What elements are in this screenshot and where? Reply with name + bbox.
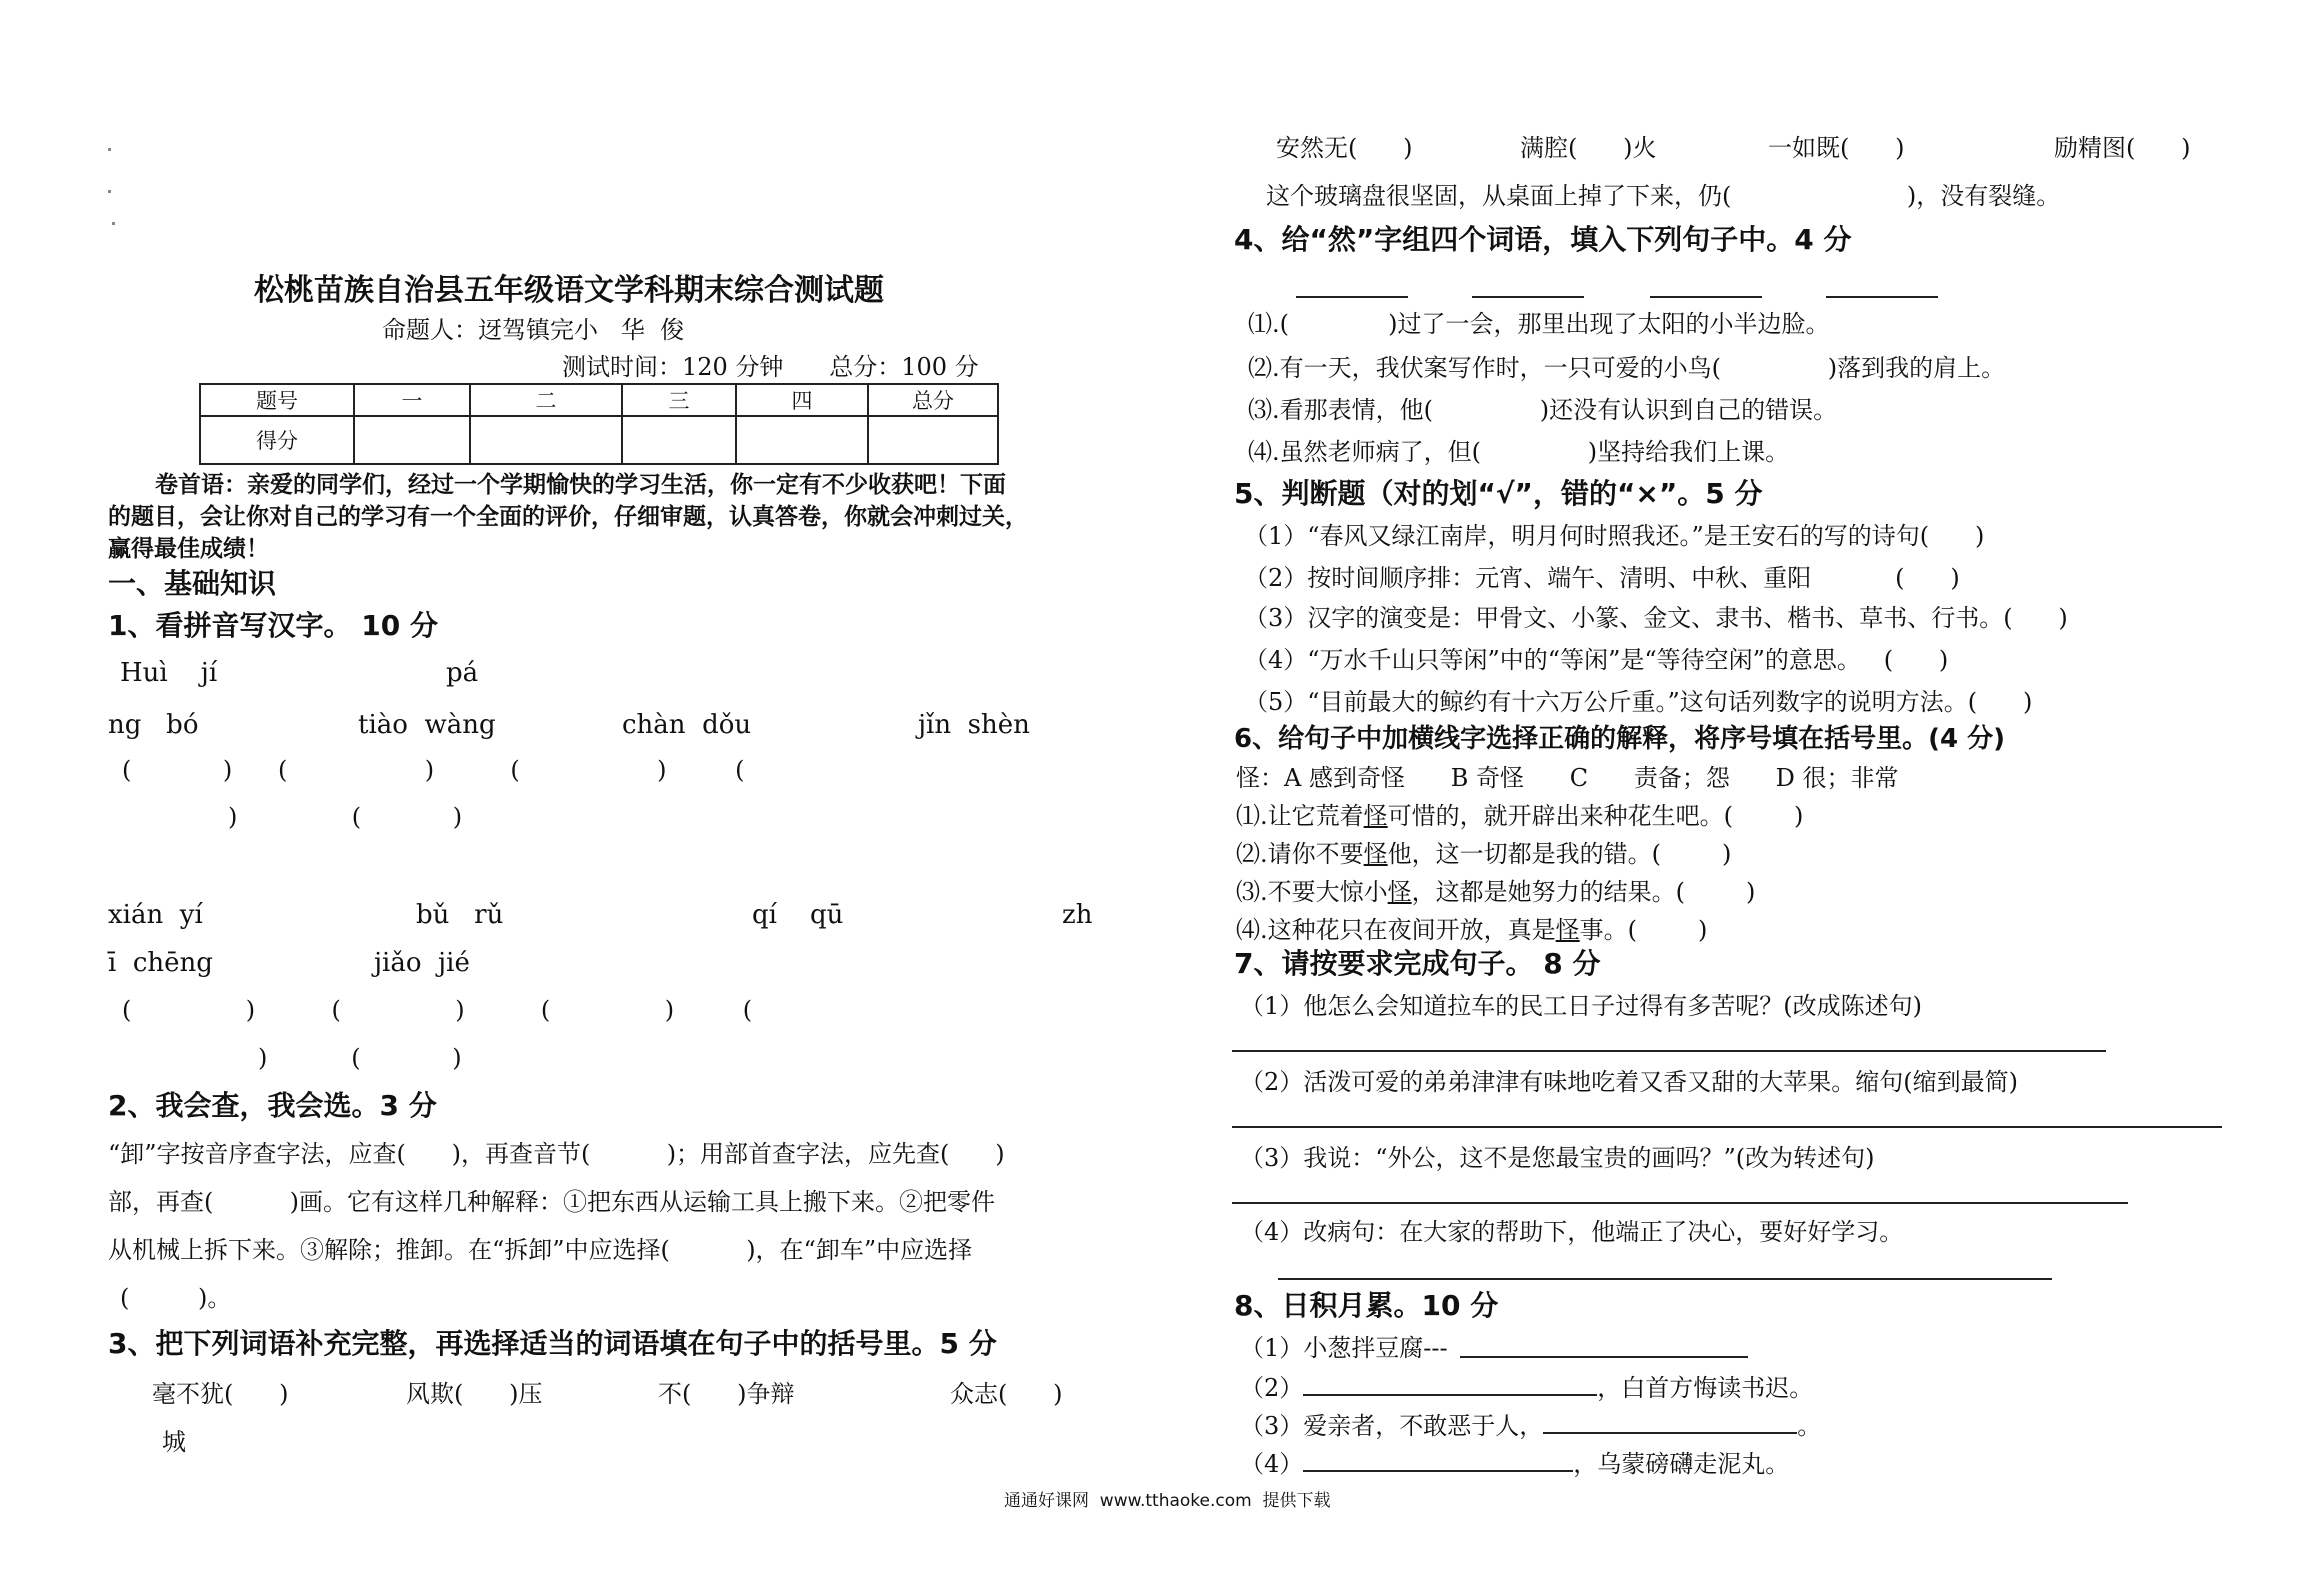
section-heading: 一、基础知识 bbox=[108, 567, 277, 600]
q5-item: （4）“万水千山只等闲”中的“等闲”是“等待空闲”的意思。 ( ) bbox=[1244, 646, 1949, 674]
score-header: 二 bbox=[470, 384, 622, 416]
q6-text: ⑷.这种花只在夜间开放，真是 bbox=[1236, 916, 1556, 944]
answer-brackets[interactable]: ) ( ) bbox=[228, 803, 463, 831]
word-blank-line[interactable] bbox=[1472, 296, 1584, 298]
q6-item bbox=[1236, 842, 1731, 866]
fill-blank[interactable] bbox=[1303, 1450, 1573, 1472]
q4-sentence: ⑵.有一天，我伏案写作时，一只可爱的小鸟( )落到我的肩上。 bbox=[1248, 354, 2006, 382]
pinyin: tiào wàng bbox=[358, 710, 496, 740]
q6-text: 可惜的，就开辟出来种花生吧。( ) bbox=[1387, 802, 1804, 830]
underlined-char: 怪 bbox=[1555, 916, 1580, 944]
q7-item: （2）活泼可爱的弟弟津津有味地吃着又香又甜的大苹果。缩句(缩到最简) bbox=[1240, 1068, 2018, 1096]
fill-blank[interactable] bbox=[1543, 1412, 1797, 1434]
q6-text: ⑴.让它荒着 bbox=[1236, 802, 1364, 830]
intro-line: 赢得最佳成绩！ bbox=[108, 536, 269, 562]
q6-item bbox=[1236, 880, 1755, 904]
pinyin: Huì jí bbox=[120, 658, 218, 688]
q8-item bbox=[1240, 1450, 1789, 1476]
q4-sentence: ⑷.虽然老师病了，但( )坚持给我们上课。 bbox=[1248, 438, 1790, 466]
q2-text: “卸”字按音序查字法，应查( )，再查音节( )；用部首查字法，应先查( ) bbox=[108, 1140, 1005, 1168]
q4-title: 4、给“然”字组四个词语，填入下列句子中。4 分 bbox=[1234, 223, 1852, 256]
q3-sentence: 这个玻璃盘很坚固，从桌面上掉了下来，仍( )，没有裂缝。 bbox=[1266, 182, 2061, 210]
q6-text: ，这都是她努力的结果。( ) bbox=[1411, 878, 1756, 906]
pinyin: bǔ rǔ bbox=[416, 900, 504, 930]
q7-item: （4）改病句：在大家的帮助下，他端正了决心，要好好学习。 bbox=[1240, 1218, 1904, 1246]
score-header: 总分 bbox=[868, 384, 998, 416]
score-cell[interactable] bbox=[868, 416, 998, 464]
underlined-char: 怪 bbox=[1387, 878, 1412, 906]
pinyin: jǐn shèn bbox=[918, 710, 1030, 740]
q8-title: 8、日积月累。10 分 bbox=[1234, 1289, 1499, 1322]
q2-text: ( )。 bbox=[120, 1284, 232, 1312]
q8-text: 。 bbox=[1797, 1412, 1822, 1440]
q7-title: 7、请按要求完成句子。 8 分 bbox=[1234, 947, 1601, 980]
pinyin: pá bbox=[446, 658, 479, 688]
idiom-tail: 城 bbox=[162, 1428, 186, 1456]
idiom-blank[interactable]: 励精图( ) bbox=[2054, 134, 2191, 162]
score-cell[interactable] bbox=[622, 416, 736, 464]
q8-text: ，乌蒙磅礴走泥丸。 bbox=[1573, 1450, 1790, 1478]
idiom-blank[interactable]: 满腔( )火 bbox=[1520, 134, 1657, 162]
footer-credit: 通通好课网 www.tthaoke.com 提供下载 bbox=[1004, 1491, 1331, 1511]
answer-brackets[interactable]: ( ) ( ) ( ) ( bbox=[122, 756, 745, 784]
q8-text: ，白首方悔读书迟。 bbox=[1597, 1374, 1814, 1402]
q8-text: （2） bbox=[1240, 1374, 1304, 1402]
q8-text: （3）爱亲者，不敢恶于人， bbox=[1240, 1412, 1544, 1440]
q6-text: ⑵.请你不要 bbox=[1236, 840, 1364, 868]
pinyin: ī chēng bbox=[108, 948, 213, 978]
fill-blank[interactable] bbox=[1303, 1374, 1597, 1396]
q6-text: ⑶.不要大惊小 bbox=[1236, 878, 1388, 906]
score-header: 三 bbox=[622, 384, 736, 416]
pinyin: qí qū bbox=[752, 900, 844, 930]
score-header: 一 bbox=[354, 384, 470, 416]
intro-line: 的题目，会让你对自己的学习有一个全面的评价，仔细审题，认真答卷，你就会冲刺过关， bbox=[108, 504, 1028, 530]
underlined-char: 怪 bbox=[1363, 802, 1388, 830]
score-header: 四 bbox=[736, 384, 868, 416]
score-cell[interactable] bbox=[354, 416, 470, 464]
pinyin: jiǎo jié bbox=[374, 948, 470, 978]
score-cell[interactable] bbox=[736, 416, 868, 464]
q6-item bbox=[1236, 918, 1707, 942]
answer-line[interactable] bbox=[1278, 1278, 2052, 1280]
q1-title: 1、看拼音写汉字。 10 分 bbox=[108, 609, 438, 642]
exam-title: 松桃苗族自治县五年级语文学科期末综合测试题 bbox=[254, 273, 884, 308]
underlined-char: 怪 bbox=[1363, 840, 1388, 868]
q2-text: 从机械上拆下来。③解除；推卸。在“拆卸”中应选择( )，在“卸车”中应选择 bbox=[108, 1236, 973, 1264]
author-line: 命题人：迓驾镇完小 华 俊 bbox=[382, 316, 685, 344]
q4-sentence: ⑴.( )过了一会，那里出现了太阳的小半边脸。 bbox=[1248, 310, 1830, 338]
idiom-blank[interactable]: 一如既( ) bbox=[1768, 134, 1905, 162]
answer-brackets[interactable]: ) ( ) bbox=[258, 1044, 462, 1072]
idiom-blank[interactable]: 安然无( ) bbox=[1276, 134, 1413, 162]
answer-line[interactable] bbox=[1460, 1356, 1748, 1358]
idiom-blank[interactable]: 风欺( )压 bbox=[406, 1380, 543, 1408]
margin-dot bbox=[108, 148, 111, 151]
q6-title: 6、给句子中加横线字选择正确的解释，将序号填在括号里。(4 分) bbox=[1234, 724, 2005, 754]
margin-dot bbox=[112, 222, 115, 225]
q3-title: 3、把下列词语补充完整，再选择适当的词语填在句子中的括号里。5 分 bbox=[108, 1327, 997, 1360]
word-blank-line[interactable] bbox=[1296, 296, 1408, 298]
score-row-label: 得分 bbox=[200, 416, 354, 464]
q5-item: （3）汉字的演变是：甲骨文、小篆、金文、隶书、楷书、草书、行书。( ) bbox=[1244, 604, 2068, 632]
word-blank-line[interactable] bbox=[1826, 296, 1938, 298]
q6-options: 怪：A 感到奇怪 B 奇怪 C 责备；怨 D 很；非常 bbox=[1236, 764, 1899, 792]
q5-item: （1）“春风又绿江南岸，明月何时照我还。”是王安石的写的诗句( ) bbox=[1244, 522, 1985, 550]
answer-line[interactable] bbox=[1232, 1050, 2106, 1052]
q6-item bbox=[1236, 804, 1803, 828]
word-blank-line[interactable] bbox=[1650, 296, 1762, 298]
q6-text: 事。( ) bbox=[1579, 916, 1708, 944]
time-info: 测试时间：120 分钟 总分：100 分 bbox=[562, 353, 979, 381]
pinyin: chàn dǒu bbox=[622, 710, 752, 740]
q8-item: （1）小葱拌豆腐--- bbox=[1240, 1334, 1448, 1362]
idiom-blank[interactable]: 众志( ) bbox=[950, 1380, 1063, 1408]
q8-item bbox=[1240, 1374, 1813, 1400]
pinyin: xián yí bbox=[108, 900, 203, 930]
answer-brackets[interactable]: ( ) ( ) ( ) ( bbox=[122, 996, 753, 1024]
answer-line[interactable] bbox=[1232, 1202, 2128, 1204]
pinyin: ng bó bbox=[108, 710, 199, 740]
margin-dot bbox=[108, 190, 111, 193]
score-header: 题号 bbox=[200, 384, 354, 416]
answer-line[interactable] bbox=[1232, 1126, 2222, 1128]
q5-title: 5、判断题（对的划“√”，错的“×”。5 分 bbox=[1234, 477, 1763, 510]
q6-text: 他，这一切都是我的错。( ) bbox=[1387, 840, 1732, 868]
q5-item: （5）“目前最大的鲸约有十六万公斤重。”这句话列数字的说明方法。( ) bbox=[1244, 688, 2033, 716]
q4-sentence: ⑶.看那表情，他( )还没有认识到自己的错误。 bbox=[1248, 396, 1838, 424]
q2-title: 2、我会查，我会选。3 分 bbox=[108, 1089, 437, 1122]
score-cell[interactable] bbox=[470, 416, 622, 464]
q5-item: （2）按时间顺序排：元宵、端午、清明、中秋、重阳 ( ) bbox=[1244, 564, 1960, 592]
q2-text: 部，再查( )画。它有这样几种解释：①把东西从运输工具上搬下来。②把零件 bbox=[108, 1188, 996, 1216]
idiom-blank[interactable]: 毫不犹( ) bbox=[152, 1380, 289, 1408]
q8-text: （4） bbox=[1240, 1450, 1304, 1478]
idiom-blank[interactable]: 不( )争辩 bbox=[658, 1380, 795, 1408]
q7-item: （1）他怎么会知道拉车的民工日子过得有多苦呢？(改成陈述句) bbox=[1240, 992, 1922, 1020]
q8-item bbox=[1240, 1412, 1821, 1438]
q7-item: （3）我说：“外公，这不是您最宝贵的画吗？”(改为转述句) bbox=[1240, 1144, 1875, 1172]
pinyin: zh bbox=[1062, 900, 1093, 930]
score-table bbox=[199, 383, 999, 465]
intro-line: 卷首语：亲爱的同学们，经过一个学期愉快的学习生活，你一定有不少收获吧！下面 bbox=[155, 472, 1006, 498]
